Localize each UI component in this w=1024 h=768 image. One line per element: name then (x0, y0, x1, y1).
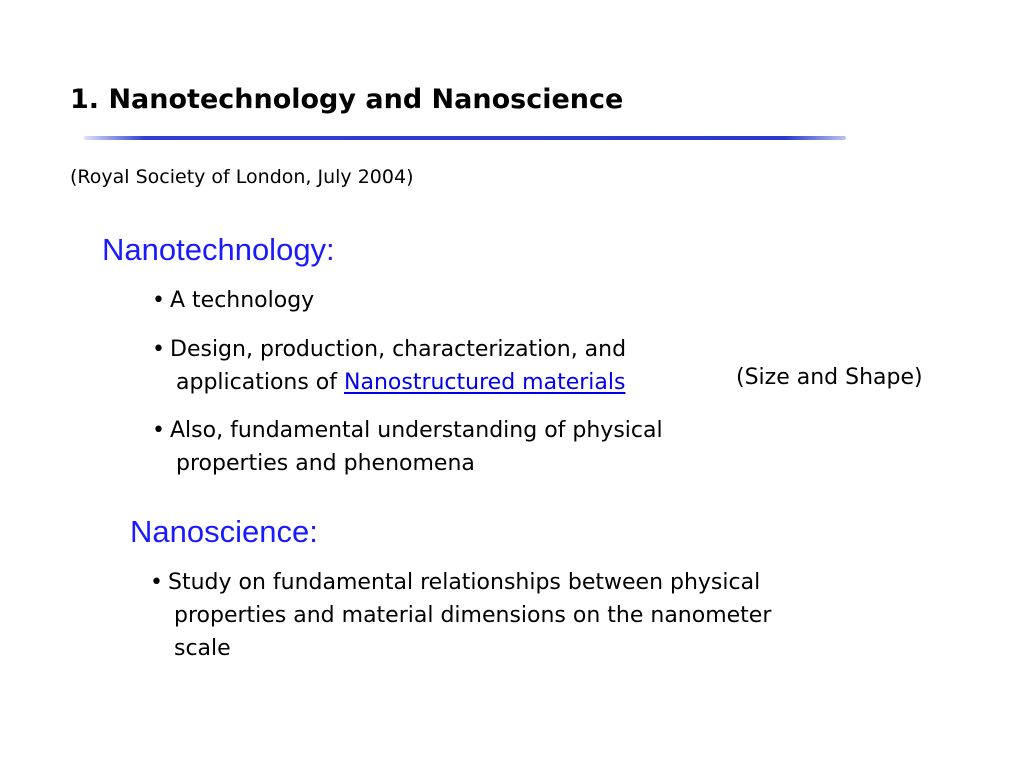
bullet-dot: • (150, 570, 163, 595)
nanotech-bullet-3 (152, 414, 663, 480)
nanotech-bullet-2 (152, 333, 626, 399)
bullet-dot: • (152, 418, 165, 443)
size-and-shape-note: (Size and Shape) (736, 365, 923, 390)
bullet-dot: • (152, 337, 165, 362)
bullet-continuation: properties and phenomena (176, 451, 475, 476)
bullet-text: Design, production, characterization, and (170, 337, 627, 362)
bullet-continuation (152, 366, 626, 399)
bullet-continuation: scale (174, 636, 231, 661)
bullet-text: A technology (170, 288, 315, 313)
nanoscience-bullet-1 (150, 566, 771, 665)
bullet-text-prefix: applications of (176, 370, 345, 395)
nanoscience-heading: Nanoscience: (130, 514, 318, 549)
slide-title: 1. Nanotechnology and Nanoscience (70, 84, 624, 115)
nanotech-bullet-1 (152, 284, 314, 317)
bullet-continuation: properties and material dimensions on the nanometer (174, 603, 772, 628)
nanostructured-materials-link[interactable]: Nanostructured materials (344, 370, 626, 395)
title-underline (84, 136, 846, 140)
slide-subtitle: (Royal Society of London, July 2004) (70, 166, 414, 188)
bullet-text: Study on fundamental relationships between physical (168, 570, 761, 595)
bullet-dot: • (152, 288, 165, 313)
bullet-text: Also, fundamental understanding of physical (170, 418, 663, 443)
nanotechnology-heading: Nanotechnology: (102, 232, 335, 267)
